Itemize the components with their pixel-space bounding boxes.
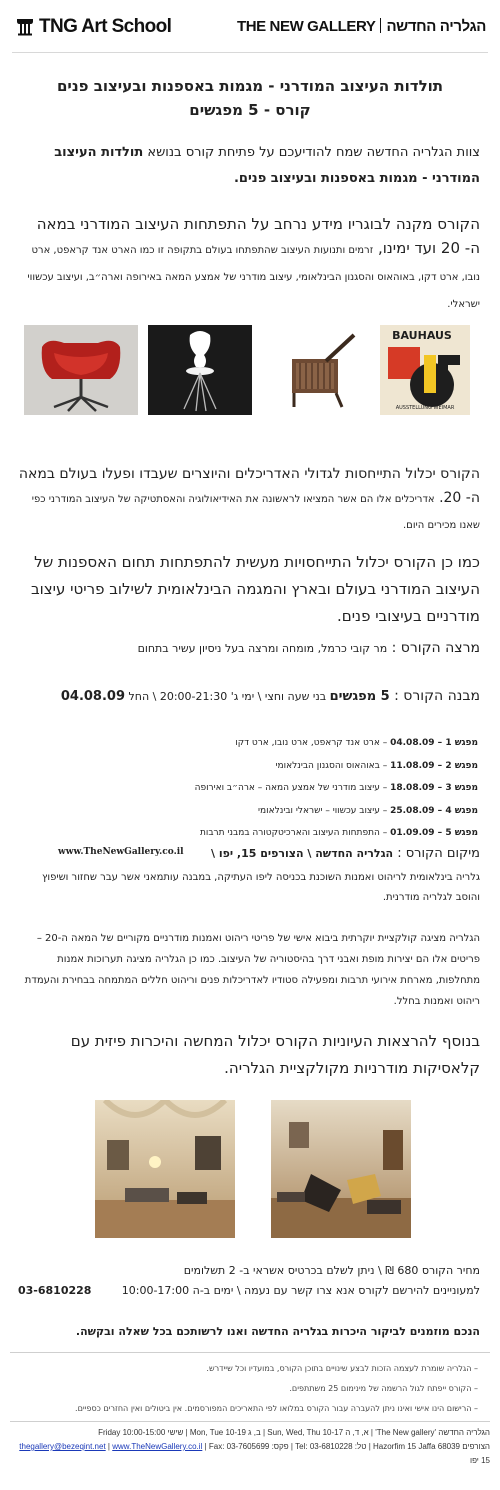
bauhaus-poster-image: [380, 325, 470, 415]
structure-start-date: 04.08.09: [60, 689, 126, 704]
notes-divider: [10, 1352, 490, 1353]
course-info-body: זרמים ותנועות העיצוב שהתפתחו בעולם בתקופה זו כמו הארט אנד קראפט, ארט נובו, ארט דקו, באוהאוס והסגנון הבינלאומי, עיצוב מודרני של אמצע המאה באירופה וארה״ב, ועיצוב עכשווי ישראלי.: [27, 245, 480, 310]
invite-line: הנכם מוזמנים לביקור היכרות בגלריה החדשה ואנו לרשותכם בכל שאלה ובקשה.: [75, 1325, 480, 1338]
price-line: מחיר הקורס 680 ₪ \ ניתן לשלם בכרטיס אשראי ב- 2 תשלומים: [183, 1264, 480, 1277]
course-info-heading-end: 20 ועד ימינו,: [377, 239, 460, 257]
ant-chair-image: [148, 325, 252, 415]
poster-caption: AUSSTELLUNG WEIMAR: [395, 405, 455, 411]
list-item: מפגש 3 – 18.08.09 – עיצוב מודרני של אמצע המאה – ארה״ב ואירופה: [194, 783, 478, 793]
lecturer-text: מר קובי כרמל, מומחה ומרצה בעל ניסיון עשיר בתחום: [137, 642, 388, 655]
notes-list: [18, 1359, 478, 1419]
gallery-interior-right-image: [271, 1100, 411, 1238]
list-item: מפגש 4 – 25.08.09 – עיצוב עכשווי – ישראלי ובינלאומי: [258, 805, 478, 816]
gallery-name-he: הגלריה החדשה: [386, 18, 486, 35]
footer-contact-line: thegallery@bezeqint.net | www.TheNewGallery.co.il | Fax: 03-7605699 :פקס | Tel: 03-6810228 :טל | Hazorfim 15 Jaffa 68039 הצורפים 15 יפו: [19, 1442, 490, 1465]
gallery-website-link[interactable]: www.TheNewGallery.co.il: [58, 847, 184, 857]
course-info-paragraph: [18, 212, 480, 317]
practical-paragraph: כמו כן הקורס יכלול התייחסויות מעשית להתפתחות תחום האספנות של העיצוב המודרני בעולם ובארץ והמגמה הבינלאומית לשילוב פריטי עיצוב מודרניים בעיצובי פנים.: [31, 553, 480, 625]
header-divider: [12, 52, 488, 53]
red-eames-chair-image: [24, 325, 138, 415]
workshop-paragraph: בנוסף להרצאות העיוניות הקורס יכלול המחשה והיכרות פיזית עם קלאסיקות מודרניות מקולקציית הגלריה.: [70, 1032, 480, 1077]
structure-details: בני שעה וחצי \ ימי ג' 20:00-21:30 \ החל: [125, 690, 330, 703]
collection-paragraph: הגלריה מציגה קולקציית יוקרתית ביבוא אישי של פריטי ריהוט ואמנות מודרניים מקוריים של המאה ה-20 – פריטים אלו הם יצירות מופת ואבני דרך בהיסטוריה של העיצוב. כמו כן הגלריה מציגה תערוכות אמנות מתחלפות, מארחת אירועי תרבות ומפעילה סטודיו לאדריכלות פנים וריהוט חללים המתמחה בבחירת והעמדת ריהוט ואמנות בחלל.: [24, 933, 480, 1007]
footer: [10, 1426, 490, 1468]
gallery-interior-left-image: [95, 1100, 235, 1238]
intro-paragraph: [18, 140, 480, 192]
course-info-heading: הקורס מקנה לבוגריו מידע נרחב על התפתחות העיצוב המודרני במאה ה-: [36, 215, 480, 257]
footer-website-link[interactable]: www.TheNewGallery.co.il: [112, 1442, 203, 1451]
location-label: מיקום הקורס :: [393, 846, 480, 861]
list-item: מפגש 1 – 04.08.09 – ארט אנד קראפט, ארט נובו, ארט דקו: [235, 738, 478, 748]
header: [12, 10, 488, 46]
list-item: מפגש 5 – 01.09.09 – התפתחות העיצוב והארכיטקטורה במבני תרבות: [199, 828, 478, 838]
intro-course-name: תולדות העיצוב המודרני - מגמות באספנות ובעיצוב פנים.: [54, 145, 480, 186]
footer-divider: [10, 1421, 490, 1422]
tng-art-school-logo: [16, 16, 171, 38]
course-subtitle: קורס - 5 מפגשים: [189, 101, 311, 119]
column-icon: [16, 18, 34, 36]
wooden-armchair-image: [266, 325, 370, 415]
phone-number: 03-6810228: [18, 1284, 92, 1297]
list-item: – הרישום הינו אישי ואינו ניתן להעברה עבור הקורס במלואו לפי התאריכים המפורסמים. אין ביטולים ואין החזרים כספיים.: [75, 1404, 478, 1413]
footer-contact: | Fax: 03-7605699 :פקס | Tel: 03-6810228 :טל | Hazorfim 15 Jaffa 68039 הצורפים 15 יפו: [202, 1442, 490, 1465]
architects-body: אדריכלים אלו הם אשר המציאו לראשונה את האידיאולוגיה והאסתטיקה של העיצוב המודרני כפי שאנו מכירים היום.: [31, 494, 480, 531]
structure-line: [18, 688, 480, 704]
course-title: תולדות העיצוב המודרני - מגמות באספנות ובעיצוב פנים: [56, 77, 444, 95]
registration-text: למעוניינים להירשם לקורס אנא צרו קשר עם נעמה \ ימים ב-ה 10:00-17:00: [121, 1284, 480, 1297]
intro-lead: צוות הגלריה החדשה שמח להודיעכם על פתיחת קורס בנושא: [143, 145, 480, 160]
location-place: הגלריה החדשה \ הצורפים 15, יפו \: [211, 847, 394, 860]
sessions-list: [18, 732, 478, 845]
list-item: מפגש 2 – 11.08.09 – באוהאוס והסגנון הבינלאומי: [275, 760, 478, 771]
lecturer-label: מרצה הקורס :: [387, 640, 480, 656]
registration-line: [18, 1284, 480, 1297]
gallery-name-en: THE NEW GALLERY: [236, 18, 376, 35]
architects-paragraph: [18, 462, 480, 538]
architects-heading: הקורס יכלול התייחסות לגדולי האדריכלים והיוצרים שעבדו ופעלו בעולם במאה ה- 20.: [18, 466, 480, 506]
lecturer-line: [18, 640, 480, 656]
list-item: – הגלריה שומרת לעצמה הזכות לבצע שינויים בתוכן הקורס, במועדיו וכל שיידרש.: [206, 1364, 478, 1373]
poster-title: BAUHAUS: [392, 329, 452, 342]
email-link[interactable]: thegallery@bezeqint.net: [19, 1442, 106, 1451]
footer-hours: Friday 10:00-15:00 שישי | Mon, Tue 10-19 ב, ג | Sun, Wed, Thu 10-17 א, ד, ה | 'The New gallery' הגלריה החדשה: [98, 1428, 490, 1437]
structure-meetings: 5 מפגשים: [329, 689, 390, 704]
location-line: [18, 846, 480, 861]
list-item: – הקורס ייפתח לגול הרשמה של מינימום 25 משתתפים.: [289, 1384, 478, 1393]
structure-label: מבנה הקורס :: [389, 688, 480, 704]
new-gallery-logo: [237, 18, 486, 35]
location-description: גלריה בינלאומית לריהוט ואמנות השוכנת בכניסה ליפו העתיקה, במבנה עותמאני אשר עבר שחזור ושיפוץ והוסב לגלריה מודרנית.: [41, 872, 480, 903]
school-name: TNG Art School: [39, 16, 172, 37]
